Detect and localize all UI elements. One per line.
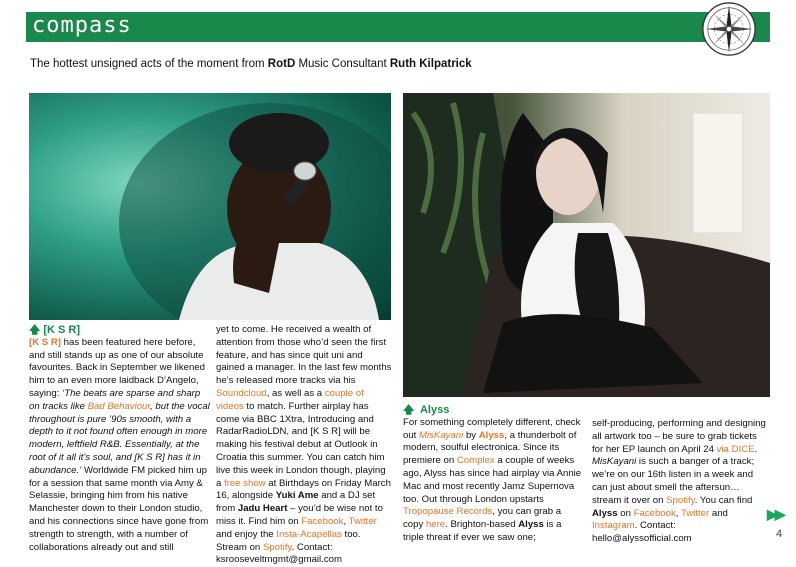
- body-text: , but the vocal throughout is pure ’90s smooth, with a depth to it not found often enough in more modern, leftfield R&B. Essentially, at the root of it all it’s soul, and [K S R] has it in abundance.’: [29, 400, 210, 476]
- body-text: , a thunderbolt of modern, soulful electronica. Since its premiere on: [403, 429, 577, 467]
- body-text: ,: [675, 507, 681, 519]
- body-text: – you’d be wise not to miss it. Find him on: [216, 503, 383, 527]
- body-text: ,: [343, 515, 349, 527]
- up-arrow-icon: 🡅: [403, 404, 415, 416]
- link-text[interactable]: Facebook: [633, 507, 676, 519]
- alyss-column-1: [403, 404, 583, 545]
- body-text: ‘The beats are sparse and sharp on tracks like: [29, 387, 201, 412]
- ksr-column-2: [216, 324, 392, 567]
- body-text: Alyss: [518, 519, 544, 531]
- body-text: Worldwide FM picked him up for a session that same month via Amy & Selassie, bringing him from his native Manchester down to their London studio, and his connections since have gone from strength to strength, with a number of collaborations already out and still: [29, 464, 209, 553]
- link-text[interactable]: [K S R]: [29, 336, 61, 348]
- section-title: compass: [32, 13, 132, 38]
- body-text: is a triple threat if ever we saw one;: [403, 519, 562, 543]
- body-text: and a DJ set from: [216, 490, 376, 515]
- body-text: and enjoy the: [216, 528, 277, 540]
- header-bar: [26, 12, 770, 42]
- link-text[interactable]: Soundcloud: [216, 387, 267, 399]
- alyss-body-2: [592, 418, 770, 546]
- link-text[interactable]: Instagram: [592, 520, 635, 532]
- ksr-photo: [29, 93, 391, 320]
- body-text: a couple of weeks ago, Alyss has since had airplay via Annie Mac and most recently Jamz Supernova too. Out through London upstarts: [403, 455, 582, 505]
- link-text[interactable]: couple of videos: [216, 387, 364, 412]
- body-text: self-producing, performing and designing all artwork too – be sure to grab tickets for her EP launch on April 24: [592, 418, 766, 455]
- body-text: . You can find: [694, 494, 753, 506]
- link-text[interactable]: here: [425, 519, 446, 531]
- body-text: For something completely different, check out: [403, 416, 581, 441]
- next-page-icon[interactable]: ▶▶: [767, 506, 783, 522]
- body-text: MisKayani: [592, 456, 637, 468]
- page-number: 4: [776, 528, 783, 540]
- body-text: too. Stream on: [216, 528, 361, 553]
- intro-line: The hottest unsigned acts of the moment from RotD Music Consultant Ruth Kilpatrick: [30, 58, 472, 70]
- body-text: and: [709, 507, 728, 519]
- body-text: is such a banger of a track; we’re on our 16th listen in a week and can just about smell the aftersun… stream it over on: [592, 456, 755, 506]
- link-text[interactable]: Complex: [456, 455, 495, 467]
- body-text: on: [617, 507, 634, 519]
- body-text: Yuki Ame: [275, 490, 319, 502]
- alyss-photo: [403, 93, 770, 397]
- body-text: yet to come. He received a wealth of attention from those who’d seen the first feature, and has since quit uni and gained a manager. In the last few months he’s released more tracks via his: [216, 324, 392, 387]
- alyss-body-1: [403, 417, 583, 545]
- compass-icon: [700, 0, 758, 58]
- body-text: has been featured here before, and still stands up as one of our absolute favourites. Back in September we likened him to an even more laidback D’Angelo, saying:: [29, 336, 205, 399]
- body-text: to match. Further airplay has come via BBC 1Xtra, Introducing and RadarRadioLDN, and [K S R] will be making his festival debut at Outlook in Croatia this summer. You can catch him live this week in London though, playing a: [216, 400, 386, 489]
- link-text[interactable]: Spotify: [666, 494, 695, 506]
- ksr-body-2: [216, 324, 392, 567]
- body-text: . Contact: hello@alyssofficial.com: [592, 520, 692, 545]
- link-text[interactable]: Spotify: [262, 541, 292, 553]
- alyss-heading: 🡅 Alyss: [403, 404, 450, 416]
- link-text[interactable]: free show: [224, 477, 266, 489]
- body-text: . Contact: ksrooseveltmgmt@gmail.com: [216, 541, 342, 566]
- link-text[interactable]: Twitter: [348, 515, 377, 527]
- body-text: by: [463, 429, 479, 441]
- ksr-body-1: [29, 337, 211, 555]
- body-text: . Brighton-based: [445, 519, 519, 531]
- body-text: Alyss: [592, 507, 618, 519]
- link-text[interactable]: Alyss: [478, 429, 505, 441]
- link-text[interactable]: Facebook: [301, 515, 344, 527]
- link-text[interactable]: Tropopause Records: [403, 506, 493, 518]
- link-text[interactable]: via DICE: [716, 443, 755, 455]
- link-text[interactable]: MisKayani: [419, 429, 464, 441]
- link-text[interactable]: Twitter: [680, 507, 710, 519]
- ksr-heading: 🡅 [K S R]: [29, 324, 80, 336]
- alyss-column-2: [592, 418, 770, 546]
- body-text: Jadu Heart: [237, 503, 288, 515]
- ksr-column-1: [29, 324, 211, 554]
- link-text[interactable]: Bad Behaviour: [87, 400, 151, 412]
- body-text: .: [754, 443, 758, 455]
- body-text: , as well as a: [266, 387, 325, 399]
- body-text: , you can grab a copy: [403, 506, 562, 531]
- up-arrow-icon: 🡅: [29, 324, 41, 336]
- link-text[interactable]: Insta-Acapellas: [276, 528, 342, 540]
- body-text: at Birthdays on Friday March 16, alongside: [216, 477, 391, 502]
